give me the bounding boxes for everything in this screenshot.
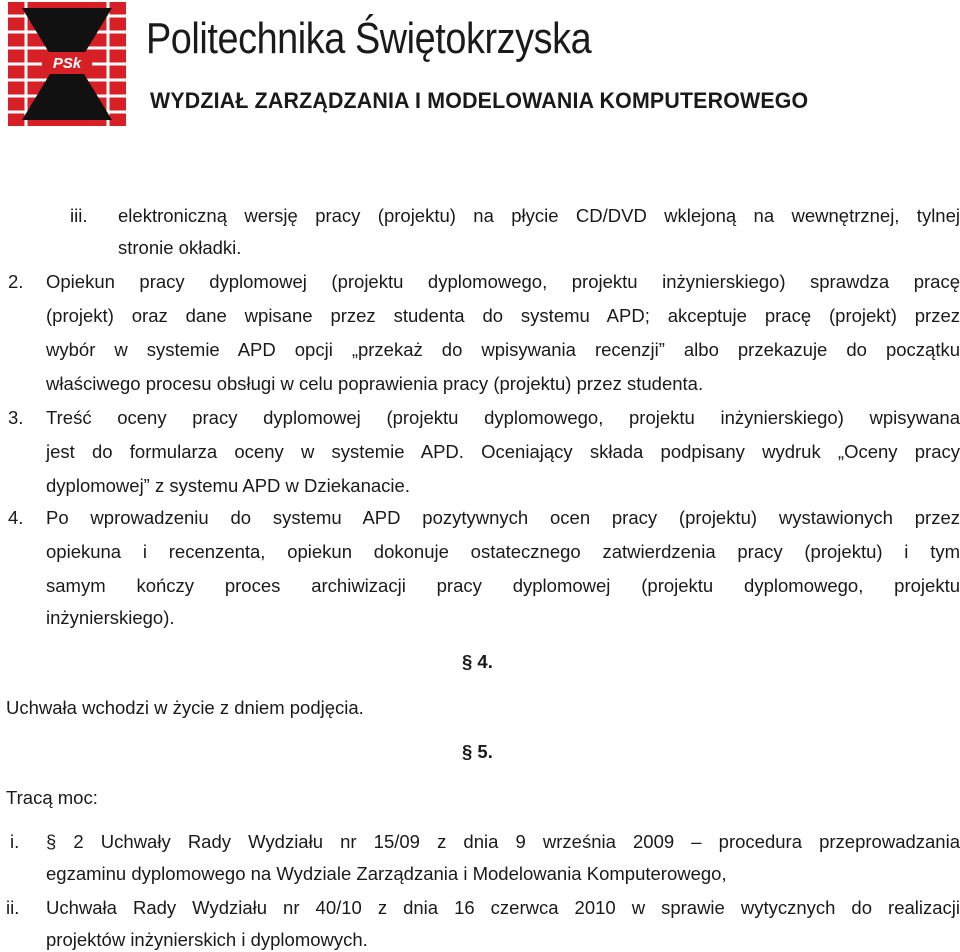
faculty-name: WYDZIAŁ ZARZĄDZANIA I MODELOWANIA KOMPUTEROWEGO <box>150 88 809 113</box>
logo-monogram: PSk <box>52 55 82 72</box>
repealed-item-i-line-2: egzaminu dyplomowego na Wydziale Zarządzania i Modelowania Komputerowego, <box>46 863 727 884</box>
paragraph-2-marker: 2. <box>8 271 24 292</box>
paragraph-4-line-1: Po wprowadzeniu do systemu APD pozytywnych ocen pracy (projektu) wystawionych przez <box>46 507 960 528</box>
university-name: Politechnika Świętokrzyska <box>146 14 592 63</box>
paragraph-3-marker: 3. <box>8 407 24 428</box>
item-iii-line-2: stronie okładki. <box>118 237 242 258</box>
paragraph-3-line-1: Treść oceny pracy dyplomowej (projektu dyplomowego, projektu inżynierskiego) wpisywana <box>46 407 960 428</box>
paragraph-2-line-1: Opiekun pracy dyplomowej (projektu dyplomowego, projektu inżynierskiego) sprawdza pracę <box>46 271 960 292</box>
paragraph-4-line-4: inżynierskiego). <box>46 607 175 628</box>
paragraph-4-marker: 4. <box>8 507 24 528</box>
paragraph-2-line-3: wybór w systemie APD opcji „przekaż do wpisywania recenzji” albo przekazuje do początku <box>46 339 960 360</box>
section-5-heading: § 5. <box>462 741 493 762</box>
repealed-item-i-marker: i. <box>10 831 20 852</box>
item-iii-line-1: elektroniczną wersję pracy (projektu) na płycie CD/DVD wklejoną na wewnętrznej, tylnej <box>118 205 960 226</box>
repealed-item-ii-marker: ii. <box>6 897 20 918</box>
paragraph-2-line-2: (projekt) oraz dane wpisane przez studenta do systemu APD; akceptuje pracę (projekt) przez <box>46 305 960 326</box>
paragraph-4-line-2: opiekuna i recenzenta, opiekun dokonuje ostatecznego zatwierdzenia pracy (projektu) i tym <box>46 541 960 562</box>
section-4-heading: § 4. <box>462 651 493 672</box>
item-iii-marker: iii. <box>70 205 88 226</box>
paragraph-2-line-4: właściwego procesu obsługi w celu poprawienia pracy (projektu) przez studenta. <box>46 373 704 394</box>
paragraph-3-line-2: jest do formularza oceny w systemie APD. Oceniający składa podpisany wydruk „Oceny pracy <box>46 441 960 462</box>
repealed-item-ii-line-1: Uchwała Rady Wydziału nr 40/10 z dnia 16 czerwca 2010 w sprawie wytycznych do realizacji <box>46 897 960 918</box>
repealed-item-ii-line-2: projektów inżynierskich i dyplomowych. <box>46 929 368 950</box>
paragraph-3-line-3: dyplomowej” z systemu APD w Dziekanacie. <box>46 475 410 496</box>
paragraph-4-line-3: samym kończy proces archiwizacji pracy dyplomowej (projektu dyplomowego, projektu <box>46 575 960 596</box>
effective-date-statement: Uchwała wchodzi w życie z dniem podjęcia. <box>6 697 364 718</box>
university-logo <box>8 2 126 126</box>
repealed-label: Tracą moc: <box>6 787 98 808</box>
repealed-item-i-line-1: § 2 Uchwały Rady Wydziału nr 15/09 z dnia 9 września 2009 – procedura przeprowadzania <box>46 831 960 852</box>
